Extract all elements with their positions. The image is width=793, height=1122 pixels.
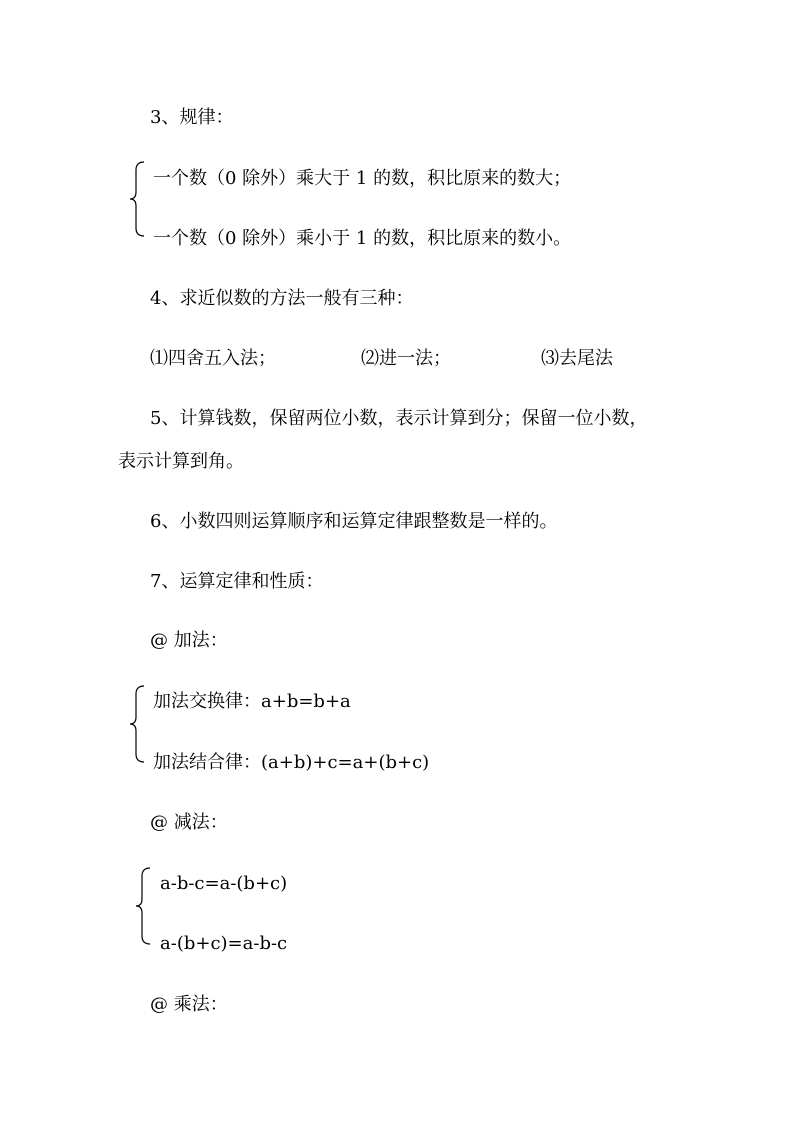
left-brace	[128, 684, 146, 764]
method-ceil: ⑵进一法；	[361, 348, 451, 369]
rule-multiply-greater: 一个数（0 除外）乘大于 1 的数，积比原来的数大；	[153, 168, 572, 189]
addition-associative-law: 加法结合律：(a+b)+c=a+(b+c)	[153, 752, 430, 773]
method-truncate: ⑶去尾法	[541, 348, 613, 369]
subtraction-property-2: a-(b+c)=a-b-c	[160, 933, 288, 954]
addition-commutative-law: 加法交换律：a+b=b+a	[153, 691, 351, 712]
addition-heading: @ 加法：	[150, 630, 228, 651]
subtraction-heading: @ 减法：	[150, 812, 228, 833]
left-brace	[134, 866, 152, 946]
subtraction-property-1: a-b-c=a-(b+c)	[160, 873, 288, 894]
section-6-text: 6、小数四则运算顺序和运算定律跟整数是一样的。	[150, 511, 558, 532]
section-7-heading: 7、运算定律和性质：	[150, 571, 324, 592]
rule-multiply-less: 一个数（0 除外）乘小于 1 的数，积比原来的数小。	[153, 228, 572, 249]
section-4-heading: 4、求近似数的方法一般有三种：	[150, 288, 414, 309]
section-5-line-2: 表示计算到角。	[118, 451, 244, 472]
section-5-line-1: 5、计算钱数，保留两位小数，表示计算到分；保留一位小数，	[150, 408, 648, 429]
multiplication-heading: @ 乘法：	[150, 994, 228, 1015]
left-brace	[128, 160, 146, 238]
section-3-heading: 3、规律：	[150, 107, 234, 128]
method-round: ⑴四舍五入法；	[150, 348, 276, 369]
